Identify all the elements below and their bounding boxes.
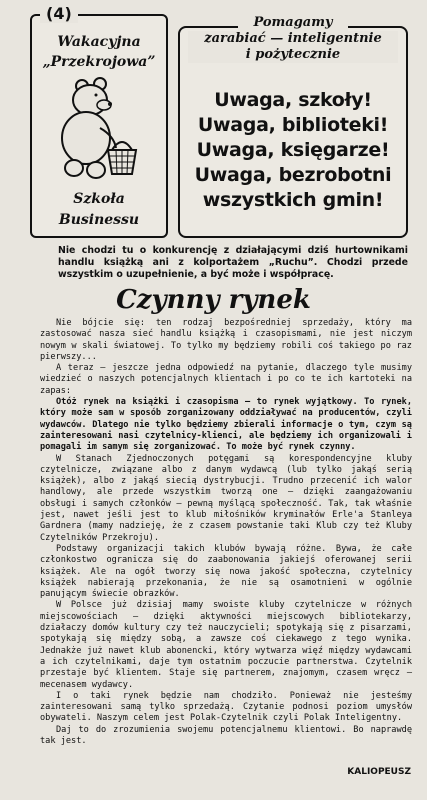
announcement-header-line1: Pomagamy	[238, 15, 348, 31]
announcement-header-line3: i pożytecznie	[188, 47, 398, 63]
announcement-box	[178, 15, 408, 238]
announcement-header	[188, 15, 398, 63]
announcement-lines	[186, 88, 400, 213]
article-paragraph: Daj to do zrozumienia swojemu potencjalnemu klientowi. Bo naprawdę tak jest.	[40, 724, 412, 746]
author-signature: KALIOPEUSZ	[347, 767, 411, 777]
announcement-line: Uwaga, księgarze!	[196, 139, 390, 161]
column-title-line1: Wakacyjna	[57, 34, 141, 50]
announcement-line: Uwaga, biblioteki!	[197, 114, 389, 136]
issue-number: (4)	[40, 4, 78, 23]
column-title-line2: „Przekrojowa”	[42, 54, 156, 70]
article-paragraph: Podstawy organizacji takich klubów bywają różne. Bywa, że całe członkostwo ogranicza się do zaabonowania jakiejś oferowanej serii książek. Ale na ogół tworzy się nowa jakość społeczna, czytelnicy książek nabierają przekonania, że nie są osamotnieni w ogólnie panującym świecie obrazków.	[40, 543, 412, 600]
article-paragraph-emphasis: Otóż rynek na książki i czasopisma — to rynek wyjątkowy. To rynek, który może sam w sposób zorganizowany oddziaływać na producentów, czyli wydawców. Dlatego nie tylko będziemy zbierali informacje o tym, czym są zainteresowani nasi czytelnicy-klienci, ale będziemy ich organizowali i pomagali im samym się zorganizować. To może być rynek czynny.	[40, 397, 412, 453]
announcement-line: Uwaga, szkoły!	[214, 89, 372, 111]
article-paragraph: W Stanach Zjednoczonych potęgami są korespondencyjne kluby czytelnicze, związane albo z danym wydawcą (lub tylko jakąś serią książek), albo z jakąś siecią dystrybucji. Trudno przecenić ich walor handlowy, ale przede wszystkim tworzą one — dzięki zaangażowaniu obsługi i samych członków — pewną myślącą społeczność. Tak, tak właśnie jest, nawet jeśli jest to klub miłośników kryminałów Erle'a Stanleya Gardnera (mamy nadzieję, że z czasem powstanie taki Klub czy też Kluby Czytelników Przekroju).	[40, 453, 412, 543]
article-headline: Czynny rynek	[116, 285, 311, 315]
article-paragraph: W Polsce już dzisiaj mamy swoiste kluby czytelnicze w różnych miejscowościach — dzięki aktywności miejscowych bibliotekarzy, działaczy domów kultury czy też nauczycieli; spotykają się z pisarzami, spotykają się między sobą, a zawsze coś ciekawego z tego wynika. Jednakże już nawet klub abonencki, który wytwarza więź między wydawcami a ich czytelnikami, daje tym ostatnim poczucie partnerstwa. Czytelnik przestaje być klientem. Staje się partnerem, znajomym, czasem wręcz — mecenasem wydawcy.	[40, 600, 412, 690]
column-subtitle-line1: Szkoła	[73, 191, 125, 207]
column-subtitle-line2: Businessu	[58, 212, 140, 228]
article-paragraph: Nie bójcie się: ten rodzaj bezpośredniej sprzedaży, który ma zastosować nasza sieć handlu książką i czasopismami, nie jest niczym nowym w skali światowej. To tylko my będziemy robili coś takiego po raz pierwszy...	[40, 318, 412, 362]
announcement-line: Uwaga, bezrobotni	[194, 164, 392, 186]
announcement-header-line2: zarabiać — inteligentnie	[188, 31, 398, 47]
announcement-line: wszystkich gmin!	[202, 189, 384, 211]
article-paragraph: I o taki rynek będzie nam chodziło. Ponieważ nie jesteśmy zainteresowani samą tylko sprzedażą. Czytanie podnosi poziom umysłów obywateli. Naszym celem jest Polak-Czytelnik czyli Polak Inteligentny.	[40, 690, 412, 724]
article-intro: Nie chodzi tu o konkurencję z działającymi dziś hurtownikami handlu książką ani z kolportażem „Ruchu”. Chodzi przede wszystkim o uzupełnienie, a być może i współpracę.	[58, 245, 408, 280]
article-paragraph: A teraz — jeszcze jedna odpowiedź na pytanie, dlaczego tyle musimy wiedzieć o naszych potencjalnych klientach i po co te ich kartoteki na zapas:	[40, 363, 412, 396]
column-logo-box	[30, 4, 168, 238]
article-body	[40, 318, 412, 747]
bear-with-basket-icon	[52, 76, 146, 186]
